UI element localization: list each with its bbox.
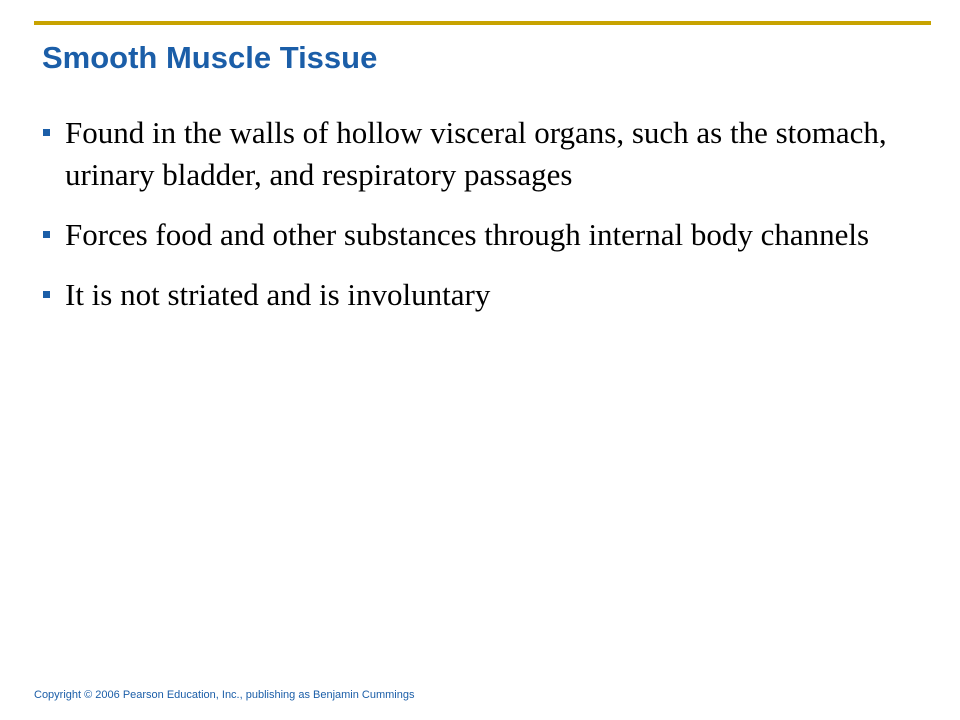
square-bullet-icon [43,231,50,238]
square-bullet-icon [43,291,50,298]
bullet-text: Forces food and other substances through internal body channels [65,217,870,252]
copyright-footer: Copyright © 2006 Pearson Education, Inc., publishing as Benjamin Cummings [34,689,415,701]
top-accent-rule [34,21,931,25]
bullet-item [40,214,890,256]
bullet-item [40,274,890,316]
bullet-item [40,112,890,196]
bullet-text: It is not striated and is involuntary [65,277,491,312]
square-bullet-icon [43,129,50,136]
page-title: Smooth Muscle Tissue [42,40,378,75]
bullet-list [40,112,890,334]
bullet-text: Found in the walls of hollow visceral organs, such as the stomach, urinary bladder, and respiratory passages [65,115,887,192]
